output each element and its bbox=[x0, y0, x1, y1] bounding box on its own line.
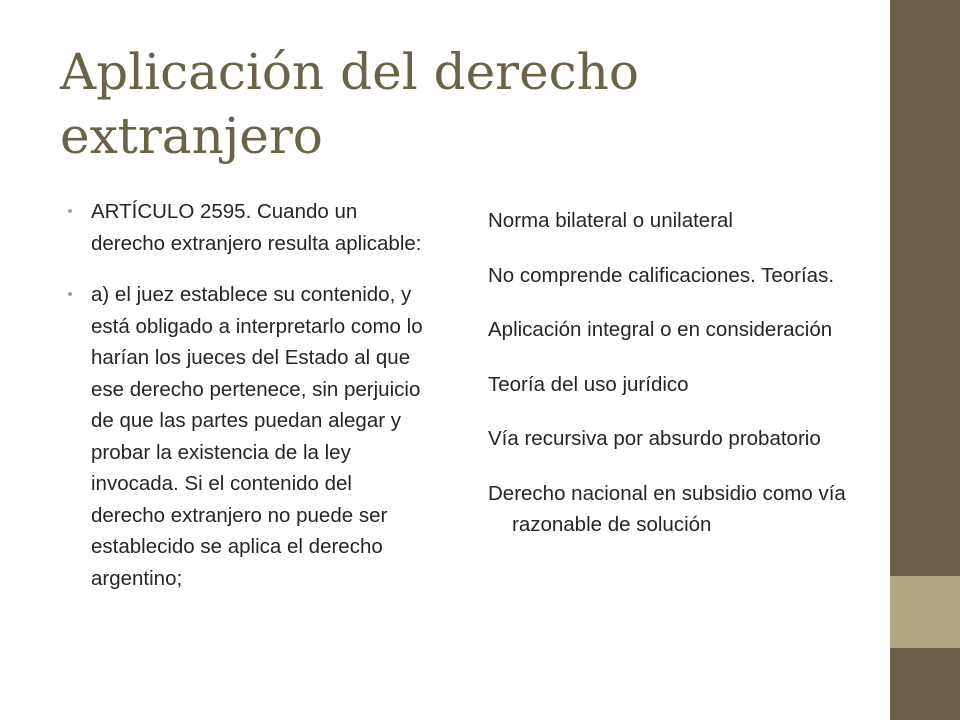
decorative-sidebar bbox=[890, 0, 960, 720]
right-column-list bbox=[488, 205, 848, 564]
list-item: Vía recursiva por absurdo probatorio bbox=[488, 427, 821, 450]
list-item: Norma bilateral o unilateral bbox=[488, 209, 733, 232]
list-item-text: ARTÍCULO 2595. Cuando un derecho extranjero resulta aplicable: bbox=[91, 200, 422, 255]
bullet-icon bbox=[68, 292, 72, 296]
list-item: Aplicación integral o en consideración bbox=[488, 318, 833, 341]
list-item: Derecho nacional en subsidio como vía razonable de solución bbox=[488, 481, 846, 536]
list-item bbox=[68, 196, 428, 259]
bullet-icon bbox=[68, 209, 72, 213]
list-item-text: a) el juez establece su contenido, y está obligado a interpretarlo como lo harían los jueces del Estado al que ese derecho pertenece, sin perjuicio de que las partes puedan alegar y probar la existencia de la ley invocada. Si el contenido del derecho extranjero no puede ser establecido se aplica el derecho argentino; bbox=[91, 283, 423, 590]
list-item: No comprende calificaciones. Teorías. bbox=[488, 263, 835, 287]
sidebar-block-top bbox=[890, 0, 960, 576]
left-column-list bbox=[68, 196, 428, 614]
list-item: Teoría del uso jurídico bbox=[488, 372, 689, 396]
sidebar-block-accent bbox=[890, 576, 960, 648]
sidebar-block-bottom bbox=[890, 648, 960, 720]
list-item bbox=[68, 279, 428, 594]
slide-title: Aplicación del derecho extranjero bbox=[60, 43, 639, 165]
